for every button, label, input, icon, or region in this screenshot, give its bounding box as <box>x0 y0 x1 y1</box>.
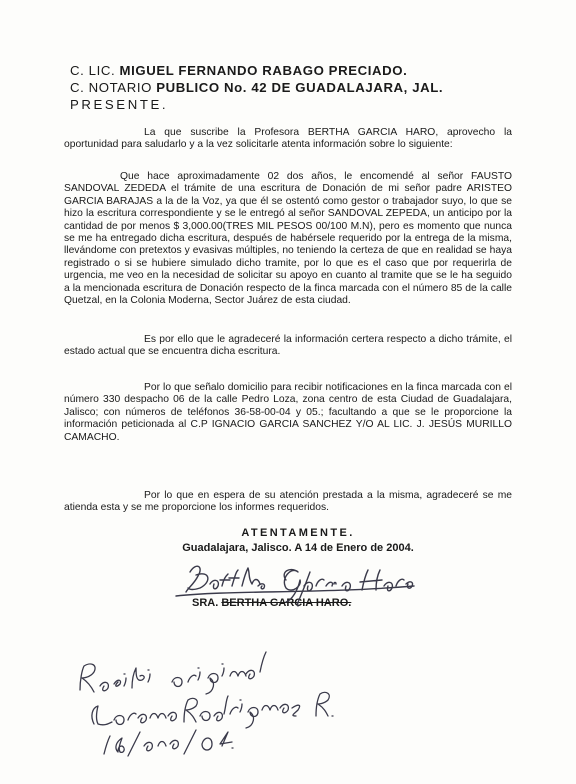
signatory-prefix: SRA. <box>192 597 222 609</box>
body-paragraph-3-text: Es por ello que le agradeceré la información certera respecto a dicho trámite, el estado actual que se encuentra dicha escritura. <box>64 334 512 358</box>
body-paragraph-4-text: Por lo que señalo domicilio para recibir notificaciones en la finca marcada con el número 330 despacho 06 de la calle Pedro Loza, zona centro de esta Ciudad de Guadalajara, Jalisco; con números de teléfonos 36-58-00-04 y 05.; facultando a que se le proporcione la información peticionada al C.P IGNACIO GARCIA SANCHEZ Y/O AL LIC. J. JESÚS MURILLO CAMACHO. <box>64 382 512 443</box>
body-paragraph-5-text: Por lo que en espera de su atención prestada a la misma, agradeceré se me atienda esta y se me proporcione los informes requeridos. <box>64 490 512 514</box>
closing-atentamente: ATENTAMENTE. <box>241 527 355 539</box>
addressee-role-prefix: C. NOTARIO <box>70 80 152 95</box>
signatory-name-text: BERTHA GARCIA HARO. <box>221 597 352 609</box>
body-paragraph-2-text: Que hace aproximadamente 02 dos años, le encomendé al señor FAUSTO SANDOVAL ZEDEDA el trámite de una escritura de Donación de mi señor padre ARISTEO GARCIA BARAJAS a la de la Voz, ya que él se ostentó como gestor o trabajador suyo, lo que se hizo la escritura correspondiente y se le entregó al señor SANDOVAL ZEPEDA, un anticipo por la cantidad de por menos $ 3,000.00(TRES MIL PESOS 00/100 M.N), pero es momento que nunca se me ha entregado dicha escritura, después de habérsele requerido por la entrega de la misma, llevándome con pretextos y evasivas múltiples, no teniendo la certeza de que en realidad se haya registrado o si se hubiere simulado dicho tramite, por lo que es el caso que por requerirla de urgencia, me veo en la necesidad de solicitar su apoyo en cuanto al tramite que se le ha seguido a la mencionada escritura de Donación respecto de la finca marcada con el número 85 de la calle Quetzal, en la Colonia Moderna, Sector Juárez de esta ciudad. <box>64 171 512 307</box>
closing-place-date: Guadalajara, Jalisco. A 14 de Enero de 2004. <box>182 542 414 554</box>
addressee-prefix: C. LIC. <box>70 63 116 78</box>
addressee-name: MIGUEL FERNANDO RABAGO PRECIADO. <box>119 63 408 78</box>
body-paragraph-1-text: La que suscribe la Profesora BERTHA GARCIA HARO, aprovecho la oportunidad para saludarlo y a la vez solicitarle atenta información sobre lo siguiente: <box>64 127 512 151</box>
presente-line: PRESENTE. <box>70 97 169 112</box>
addressee-role: PUBLICO No. 42 DE GUADALAJARA, JAL. <box>156 80 444 95</box>
